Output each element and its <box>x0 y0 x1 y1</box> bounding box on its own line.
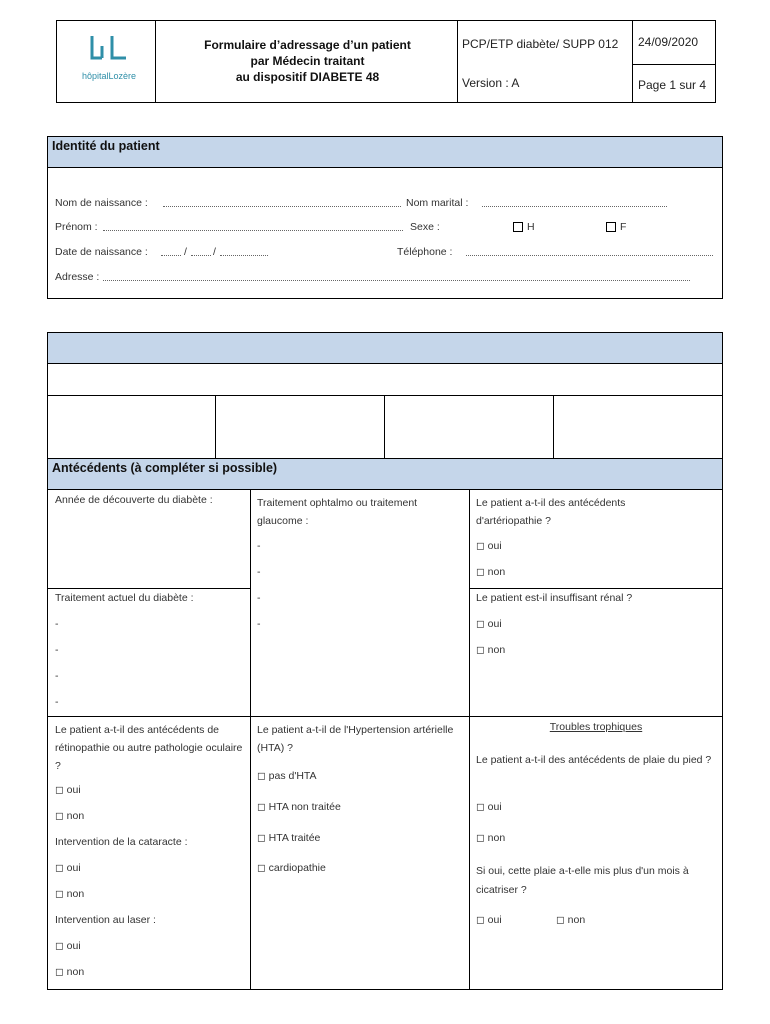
arteriopathy-question: Le patient a-t-il des antécédents d'artériopathie ? <box>476 497 626 527</box>
page-number: Page 1 sur 4 <box>638 78 707 92</box>
laser-no[interactable]: ◻ non <box>55 966 85 978</box>
birth-date-label: Date de naissance : <box>55 246 148 258</box>
arteriopathy-no[interactable]: ◻ non <box>476 566 506 578</box>
cataract-no[interactable]: ◻ non <box>55 888 85 900</box>
current-treatment-item[interactable]: - <box>55 696 59 708</box>
patient-identity-title: Identité du patient <box>52 139 160 153</box>
cataract-yes[interactable]: ◻ oui <box>55 862 81 874</box>
birth-month-field[interactable] <box>191 255 211 256</box>
wound-healing-no[interactable]: ◻ non <box>556 914 586 926</box>
first-name-field[interactable] <box>103 230 403 231</box>
renal-question: Le patient est-il insuffisant rénal ? <box>476 592 633 604</box>
retinopathy-yes[interactable]: ◻ oui <box>55 784 81 796</box>
date-separator: / <box>213 246 216 258</box>
form-title: Formulaire d’adressage d’un patient par Médecin traitant au dispositif DIABETE 48 <box>204 38 411 84</box>
trophic-title: Troubles trophiques <box>549 721 643 733</box>
document-version: Version : A <box>462 76 520 90</box>
hta-option-untreated[interactable]: ◻ HTA non traitée <box>257 801 341 813</box>
current-treatment-item[interactable]: - <box>55 618 59 630</box>
ophtho-treatment-label: Traitement ophtalmo ou traitement glaucome : <box>257 497 418 527</box>
laser-label: Intervention au laser : <box>55 914 156 926</box>
foot-wound-question: Le patient a-t-il des antécédents de plaie du pied ? <box>476 754 712 766</box>
current-treatment-item[interactable]: - <box>55 644 59 656</box>
discovery-year-label: Année de découverte du diabète : <box>55 494 213 506</box>
cataract-label: Intervention de la cataracte : <box>55 836 188 848</box>
retinopathy-no[interactable]: ◻ non <box>55 810 85 822</box>
wound-healing-yes[interactable]: ◻ oui <box>476 914 502 926</box>
retinopathy-question: Le patient a-t-il des antécédents de rétinopathie ou autre pathologie oculaire ? <box>55 724 243 772</box>
document-date: 24/09/2020 <box>638 35 699 49</box>
renal-no[interactable]: ◻ non <box>476 644 506 656</box>
current-treatment-item[interactable]: - <box>55 670 59 682</box>
wound-healing-question: Si oui, cette plaie a-t-elle mis plus d'un mois à cicatriser ? <box>476 865 689 896</box>
foot-wound-no[interactable]: ◻ non <box>476 832 506 844</box>
sex-label: Sexe : <box>410 221 440 233</box>
birth-name-label: Nom de naissance : <box>55 197 148 209</box>
laser-yes[interactable]: ◻ oui <box>55 940 81 952</box>
birth-year-field[interactable] <box>220 255 268 256</box>
phone-label: Téléphone : <box>397 246 453 258</box>
ophtho-treatment-item[interactable]: - <box>257 566 261 578</box>
married-name-field[interactable] <box>482 206 667 207</box>
ophtho-treatment-item[interactable]: - <box>257 592 261 604</box>
arteriopathy-yes[interactable]: ◻ oui <box>476 540 502 552</box>
hta-question: Le patient a-t-il de l'Hypertension artérielle (HTA) ? <box>257 724 454 754</box>
foot-wound-yes[interactable]: ◻ oui <box>476 801 502 813</box>
address-field[interactable] <box>103 280 690 281</box>
birth-name-field[interactable] <box>163 206 401 207</box>
hta-option-none[interactable]: ◻ pas d'HTA <box>257 770 317 782</box>
current-treatment-label: Traitement actuel du diabète : <box>55 592 194 604</box>
married-name-label: Nom marital : <box>406 197 469 209</box>
phone-field[interactable] <box>466 255 713 256</box>
professionals-header <box>48 333 722 364</box>
logo-text: hôpitalLozère <box>81 71 137 81</box>
history-title: Antécédents (à compléter si possible) <box>52 461 278 475</box>
date-separator: / <box>184 246 187 258</box>
birth-day-field[interactable] <box>161 255 181 256</box>
renal-yes[interactable]: ◻ oui <box>476 618 502 630</box>
checkbox-icon <box>606 222 616 232</box>
sex-h-option[interactable]: H <box>513 221 535 233</box>
checkbox-icon <box>513 222 523 232</box>
ophtho-treatment-item[interactable]: - <box>257 618 261 630</box>
sex-f-option[interactable]: F <box>606 221 626 233</box>
hospital-logo <box>70 28 150 76</box>
first-name-label: Prénom : <box>55 221 98 233</box>
address-label: Adresse : <box>55 271 100 283</box>
hta-option-treated[interactable]: ◻ HTA traitée <box>257 832 321 844</box>
hta-option-cardiopathy[interactable]: ◻ cardiopathie <box>257 862 326 874</box>
document-reference: PCP/ETP diabète/ SUPP 012 <box>462 37 619 51</box>
ophtho-treatment-item[interactable]: - <box>257 540 261 552</box>
